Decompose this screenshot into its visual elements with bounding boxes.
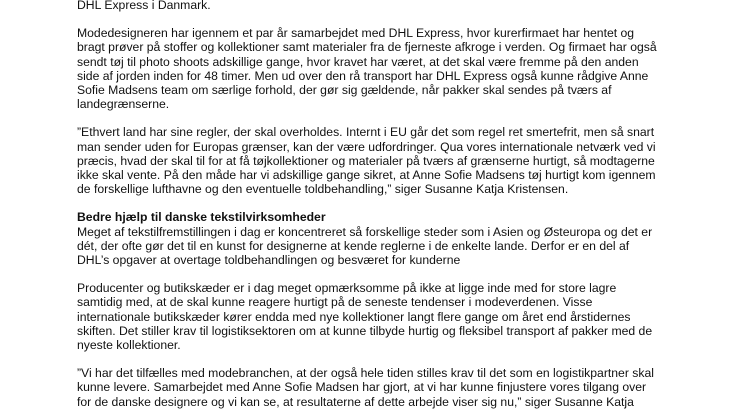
section-heading: Bedre hjælp til danske tekstilvirksomheder [77, 210, 326, 225]
paragraph-textile-production: Meget af tekstilfremstillingen i dag er koncentreret så forskellige steder som i Asien og Østeuropa og det er dét, der ofte gør det til en kunst for designerne at kende reglerne i de enkelte lande. Derfor er en del af DHL’s opgaver at overtage toldbehandlingen og besværet for kunderne [77, 224, 653, 268]
paragraph-fashion-quote: ”Vi har det tilfælles med modebranchen, at der også hele tiden stilles krav til det som en logistikpartner skal kunne levere. Samarbejdet med Anne Sofie Madsen har gjort, at vi har kunne finjustere vores tilgang over for de danske designere og vi kan se, at resultaterne af dette arbejde viser sig nu,” siger Susanne Katja [77, 366, 654, 409]
paragraph-designer-collaboration: Modedesigneren har igennem et par år samarbejdet med DHL Express, hvor kurerfirmaet har hentet og bragt prøver på stoffer og kollektioner samt materialer fra de fjerneste afkroge i verden. Og firmaet har også sendt tøj til photo shoots adskillige gange, hvor kravet har været, at det skal være fremme på den anden side af jorden inden for 48 timer. Men ud over den rå transport har DHL Express også kunne rådgive Anne Sofie Madsens team om særlige forhold, der gør sig gældende, når pakker skal sendes på tværs af landegrænserne. [77, 26, 657, 112]
article-body [77, 0, 697, 409]
paragraph-retail-chains: Producenter og butikskæder er i dag meget opmærksomme på ikke at ligge inde med for store lagre samtidig med, at de skal kunne reagere hurtigt på de seneste tendenser i modeverdenen. Visse internationale butikskæder kører endda med nye kollektioner langt flere gange om året end årstidernes skiften. Det stiller krav til logistiksektoren om at kunne tilbyde hurtig og fleksibel transport af pakker med de nyeste kollektioner. [77, 281, 653, 353]
intro-line: DHL Express i Danmark. [77, 0, 211, 12]
paragraph-country-rules-quote: ”Ethvert land har sine regler, der skal overholdes. Internt i EU går det som regel ret smertefrit, men så snart man sender uden for Europas grænser, kan der være udfordringer. Qua vores internationale netværk ved vi præcis, hvad der skal til for at få tøjkollektioner og materialer på tværs af grænserne hurtigt, så modtagerne ikke skal vente. På den måde har vi adskillige gange sikret, at Anne Sofie Madsens tøj hurtigt kom igennem de forskellige lufthavne og den eventuelle toldbehandling,” siger Susanne Katja Kristensen. [77, 125, 656, 197]
